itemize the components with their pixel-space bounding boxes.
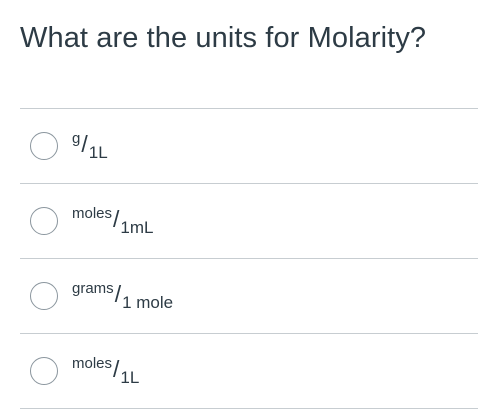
- question-title: What are the units for Molarity?: [20, 22, 427, 54]
- answer-list: [20, 108, 478, 409]
- answer-option-moles-per-1l[interactable]: [20, 334, 478, 409]
- fraction-slash: /: [114, 281, 122, 307]
- answer-label: [72, 205, 153, 239]
- fraction-slash: /: [113, 206, 120, 232]
- fraction-slash: /: [113, 356, 120, 382]
- fraction-numerator: moles: [72, 205, 113, 222]
- fraction-denominator: 1 mole: [122, 293, 174, 312]
- radio-button[interactable]: [30, 132, 58, 160]
- answer-option-moles-per-1ml[interactable]: [20, 184, 478, 259]
- radio-button[interactable]: [30, 357, 58, 385]
- answer-label: [72, 280, 173, 314]
- fraction-numerator: g: [72, 130, 81, 147]
- fraction-slash: /: [81, 131, 88, 157]
- answer-option-g-per-1l[interactable]: [20, 109, 478, 184]
- fraction-denominator: 1mL: [120, 218, 154, 237]
- fraction-numerator: moles: [72, 355, 113, 372]
- radio-button[interactable]: [30, 207, 58, 235]
- answer-label: [72, 355, 139, 389]
- fraction-numerator: grams: [72, 280, 114, 297]
- answer-option-grams-per-1-mole[interactable]: [20, 259, 478, 334]
- fraction-denominator: 1L: [88, 143, 108, 162]
- fraction-denominator: 1L: [120, 368, 140, 387]
- radio-button[interactable]: [30, 282, 58, 310]
- answer-label: [72, 130, 108, 164]
